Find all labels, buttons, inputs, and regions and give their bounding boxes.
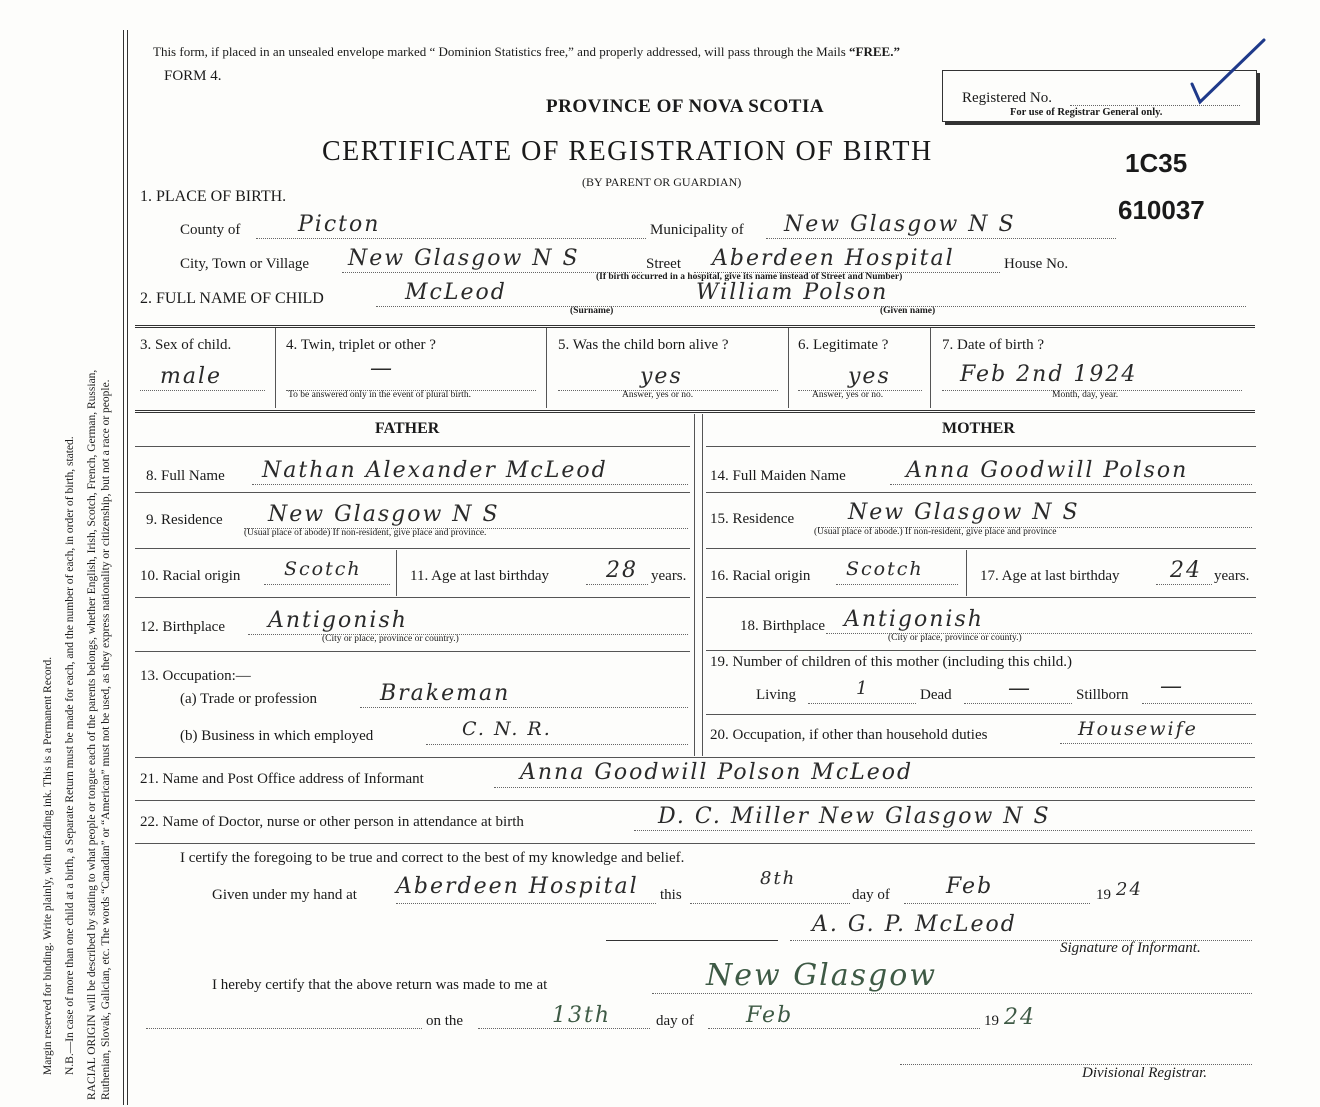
child-given-name-value: William Polson: [696, 280, 889, 305]
registered-note: For use of Registrar General only.: [1010, 107, 1163, 118]
mother-heading: MOTHER: [942, 420, 1015, 437]
county-value: Picton: [298, 212, 381, 237]
registrar-statement: I hereby certify that the above return was made to me at: [212, 977, 548, 993]
father-name-label: 8. Full Name: [146, 468, 225, 484]
given-year-value: 24: [1116, 879, 1143, 900]
father-residence-value: New Glasgow N S: [268, 502, 500, 527]
mother-residence-note: (Usual place of abode.) If non-resident, give place and province: [814, 527, 1057, 537]
given-year-prefix: 19: [1096, 887, 1111, 903]
doctor-value: D. C. Miller New Glasgow N S: [658, 804, 1051, 829]
registrar-on-the-label: on the: [426, 1013, 464, 1029]
father-birthplace-note: (City or place, province or country.): [322, 634, 459, 644]
given-month-value: Feb: [946, 874, 994, 899]
sex-label: 3. Sex of child.: [140, 337, 232, 353]
municipality-label: Municipality of: [650, 222, 744, 238]
registrar-month-value: Feb: [746, 1003, 794, 1028]
father-trade-value: Brakeman: [380, 681, 511, 706]
father-age-label: 11. Age at last birthday: [410, 568, 549, 584]
informant-signature-caption: Signature of Informant.: [1060, 940, 1201, 956]
check-mark-icon: [1188, 36, 1268, 106]
place-of-birth-heading: 1. PLACE OF BIRTH.: [140, 188, 287, 205]
registrar-place-value: New Glasgow: [706, 958, 938, 993]
stamp-number: 610037: [1118, 195, 1205, 225]
mail-notice: This form, if placed in an unsealed envelope marked “ Dominion Statistics free,” and properly addressed, will pass through the Mails “FREE.”: [153, 44, 900, 59]
child-surname-value: McLeod: [405, 280, 507, 305]
father-age-value: 28: [606, 558, 638, 583]
date-of-birth-value: Feb 2nd 1924: [960, 362, 1138, 387]
twin-value: —: [370, 356, 394, 381]
father-trade-label: (a) Trade or profession: [180, 691, 318, 707]
mother-children-label: 19. Number of children of this mother (including this child.): [710, 654, 1073, 670]
municipality-value: New Glasgow N S: [784, 212, 1016, 237]
city-label: City, Town or Village: [180, 256, 310, 272]
child-name-label: 2. FULL NAME OF CHILD: [140, 290, 324, 307]
born-alive-note: Answer, yes or no.: [622, 390, 694, 400]
divisional-registrar-caption: Divisional Registrar.: [1082, 1065, 1208, 1081]
given-day-value: 8th: [760, 868, 797, 889]
this-label: this: [660, 887, 682, 903]
mother-age-years: years.: [1214, 568, 1250, 584]
given-under-label: Given under my hand at: [212, 887, 357, 903]
city-value: New Glasgow N S: [348, 246, 580, 271]
father-age-years: years.: [651, 568, 687, 584]
mail-free: “FREE.”: [849, 44, 900, 59]
dead-value: —: [1008, 676, 1032, 701]
legitimate-note: Answer, yes or no.: [812, 390, 884, 400]
dead-label: Dead: [920, 687, 952, 703]
hospital-note: (If birth occurred in a hospital, give its name instead of Street and Number): [596, 272, 903, 282]
registrar-day-of-label: day of: [656, 1013, 694, 1029]
twin-note: To be answered only in the event of plural birth.: [288, 390, 471, 400]
mother-racial-origin-value: Scotch: [846, 558, 924, 580]
margin-note-racial-examples: Ruthenian, Slovak, Galician, etc. The words “Canadian” or “American” must not be used, as they express nationality or citizenship, but not a race or people.: [100, 379, 112, 1100]
registrar-year-prefix: 19: [984, 1013, 999, 1029]
stillborn-label: Stillborn: [1076, 687, 1129, 703]
house-number-label: House No.: [1004, 256, 1069, 272]
father-business-value: C. N. R.: [462, 718, 552, 740]
twin-label: 4. Twin, triplet or other ?: [286, 337, 436, 353]
doctor-label: 22. Name of Doctor, nurse or other person in attendance at birth: [140, 814, 524, 830]
mother-birthplace-value: Antigonish: [844, 607, 984, 632]
registrar-year-value: 24: [1004, 1005, 1036, 1030]
father-racial-origin-value: Scotch: [284, 558, 362, 580]
mother-birthplace-label: 18. Birthplace: [740, 618, 825, 634]
registered-label: Registered No.: [962, 90, 1052, 106]
date-of-birth-label: 7. Date of birth ?: [942, 337, 1045, 353]
living-label: Living: [756, 687, 796, 703]
mother-occupation-label: 20. Occupation, if other than household duties: [710, 727, 988, 743]
county-label: County of: [180, 222, 241, 238]
date-of-birth-note: Month, day, year.: [1052, 390, 1119, 400]
father-birthplace-label: 12. Birthplace: [140, 619, 225, 635]
father-residence-label: 9. Residence: [146, 512, 223, 528]
father-heading: FATHER: [375, 420, 440, 437]
certify-statement: I certify the foregoing to be true and correct to the best of my knowledge and belief.: [180, 850, 685, 866]
street-value: Aberdeen Hospital: [712, 246, 955, 271]
margin-note-binding: Margin reserved for binding. Write plainly, with unfading ink. This is a Permanent Record.: [42, 656, 54, 1075]
sex-value: male: [160, 364, 223, 389]
margin-note-racial-origin: RACIAL ORIGIN will be described by stating to what people or tongue each of the parents belongs, whether English, Irish, Scotch, French, German, Russian,: [86, 369, 98, 1100]
stamp-code: 1C35: [1125, 148, 1188, 178]
mother-residence-value: New Glasgow N S: [848, 500, 1080, 525]
mother-residence-label: 15. Residence: [710, 511, 795, 527]
province-heading: PROVINCE OF NOVA SCOTIA: [546, 96, 825, 117]
registrar-day-value: 13th: [552, 1003, 612, 1028]
certificate-title: CERTIFICATE OF REGISTRATION OF BIRTH: [322, 136, 933, 167]
surname-caption: (Surname): [570, 306, 614, 316]
father-business-label: (b) Business in which employed: [180, 728, 374, 744]
legitimate-value: yes: [848, 364, 891, 389]
informant-label: 21. Name and Post Office address of Informant: [140, 771, 424, 787]
mother-racial-origin-label: 16. Racial origin: [710, 568, 811, 584]
certificate-subtitle: (BY PARENT OR GUARDIAN): [582, 175, 742, 189]
informant-value: Anna Goodwill Polson McLeod: [520, 760, 914, 785]
mother-age-value: 24: [1170, 558, 1202, 583]
street-label: Street: [646, 256, 681, 272]
born-alive-value: yes: [640, 364, 683, 389]
father-racial-origin-label: 10. Racial origin: [140, 568, 241, 584]
mother-birthplace-note: (City or place, province or county.): [888, 633, 1022, 643]
mother-name-label: 14. Full Maiden Name: [710, 468, 846, 484]
father-occupation-label: 13. Occupation:—: [140, 668, 251, 684]
mother-occupation-value: Housewife: [1078, 718, 1198, 740]
mother-age-label: 17. Age at last birthday: [980, 568, 1120, 584]
form-number: FORM 4.: [164, 68, 222, 84]
father-birthplace-value: Antigonish: [268, 608, 408, 633]
given-day-of-label: day of: [852, 887, 890, 903]
mother-name-value: Anna Goodwill Polson: [906, 458, 1189, 483]
margin-note-multiple-births: N.B.—In case of more than one child at a birth, a Separate Return must be made for each, and the number of each, in order of birth, stated.: [64, 436, 76, 1075]
born-alive-label: 5. Was the child born alive ?: [558, 337, 729, 353]
father-residence-note: (Usual place of abode) If non-resident, give place and province.: [244, 528, 487, 538]
living-value: 1: [856, 678, 870, 699]
father-name-value: Nathan Alexander McLeod: [262, 458, 608, 483]
legitimate-label: 6. Legitimate ?: [798, 337, 889, 353]
margin-rule: [123, 30, 124, 1105]
informant-signature-value: A. G. P. McLeod: [812, 912, 1017, 937]
given-place-value: Aberdeen Hospital: [396, 874, 639, 899]
given-name-caption: (Given name): [880, 306, 936, 316]
stillborn-value: —: [1160, 674, 1184, 699]
